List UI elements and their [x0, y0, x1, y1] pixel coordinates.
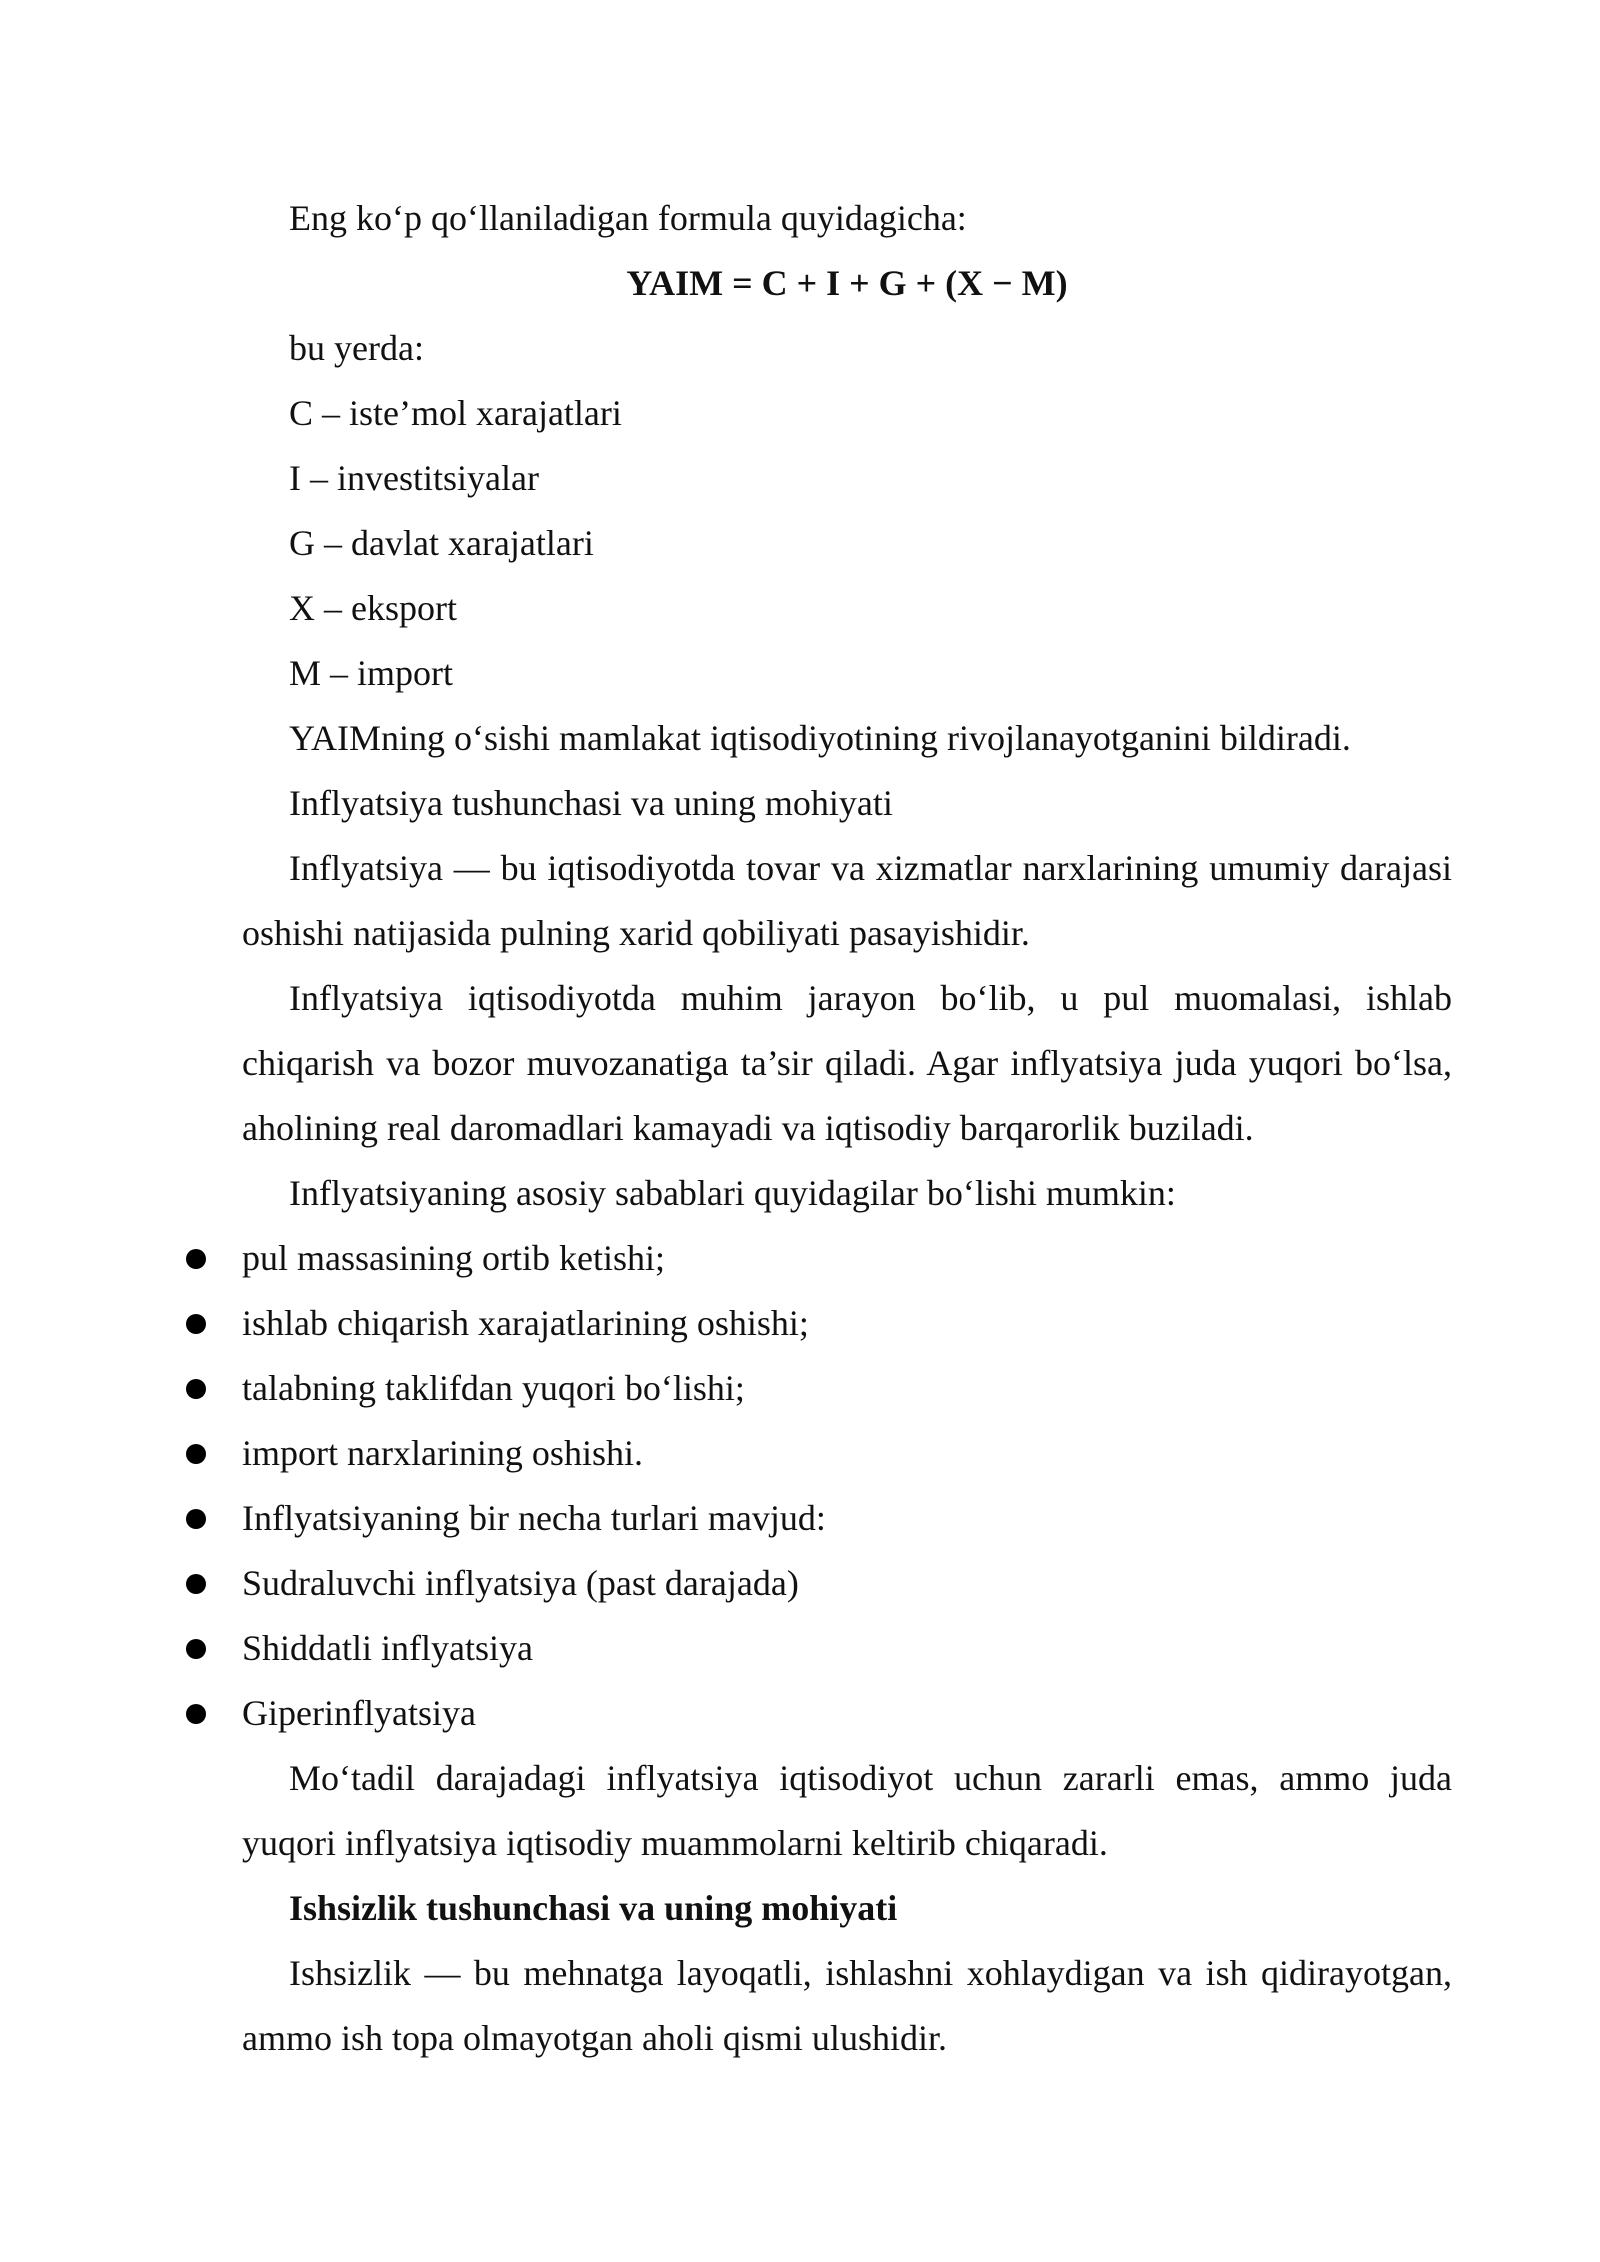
- bullet-icon: [186, 1444, 206, 1464]
- list-item: [242, 1226, 1452, 1291]
- moderate-inflation-text: Moʻtadil darajadagi inflyatsiya iqtisodiyot uchun zararli emas, ammo juda yuqori inflyatsiya iqtisodiy muammolarni keltirib chiqaradi.: [242, 1758, 1452, 1863]
- bullet-icon: [186, 1379, 206, 1399]
- page-content: [242, 186, 1452, 2071]
- unemployment-heading: Ishsizlik tushunchasi va uning mohiyati: [289, 1888, 898, 1928]
- list-item: [242, 1616, 1452, 1681]
- where-label: bu yerda:: [289, 328, 424, 368]
- list-item-text: Sudraluvchi inflyatsiya (past darajada): [242, 1563, 799, 1603]
- yaim-growth-text: YAIMning oʻsishi mamlakat iqtisodiyotining rivojlanayotganini bildiradi.: [289, 718, 1351, 758]
- inflation-heading: Inflyatsiya tushunchasi va uning mohiyati: [289, 783, 893, 823]
- inflation-bullet-list: [242, 1226, 1452, 1746]
- list-item-text: Giperinflyatsiya: [242, 1693, 476, 1733]
- list-item-text: Shiddatli inflyatsiya: [242, 1628, 533, 1668]
- list-item: [242, 1486, 1452, 1551]
- gdp-formula: YAIM = C + I + G + (X − M): [626, 263, 1068, 303]
- bullet-icon: [186, 1639, 206, 1659]
- definition-export: X – eksport: [289, 588, 457, 628]
- list-item: [242, 1356, 1452, 1421]
- bullet-icon: [186, 1249, 206, 1269]
- list-item-text: import narxlarining oshishi.: [242, 1433, 643, 1473]
- list-item-text: pul massasining ortib ketishi;: [242, 1238, 665, 1278]
- list-item: [242, 1681, 1452, 1746]
- formula-intro: Eng koʻp qoʻllaniladigan formula quyidagicha:: [289, 198, 967, 238]
- list-item: [242, 1421, 1452, 1486]
- definition-import: M – import: [289, 653, 454, 693]
- list-item-text: talabning taklifdan yuqori boʻlishi;: [242, 1368, 745, 1408]
- bullet-icon: [186, 1704, 206, 1724]
- definition-investment: I – investitsiyalar: [289, 458, 539, 498]
- definition-government: G – davlat xarajatlari: [289, 523, 594, 563]
- list-item: [242, 1551, 1452, 1616]
- bullet-icon: [186, 1574, 206, 1594]
- bullet-icon: [186, 1509, 206, 1529]
- causes-intro: Inflyatsiyaning asosiy sabablari quyidagilar boʻlishi mumkin:: [289, 1173, 1176, 1213]
- list-item: [242, 1291, 1452, 1356]
- bullet-icon: [186, 1314, 206, 1334]
- list-item-text: Inflyatsiyaning bir necha turlari mavjud:: [242, 1498, 826, 1538]
- list-item-text: ishlab chiqarish xarajatlarining oshishi;: [242, 1303, 809, 1343]
- definition-consumption: C – iste’mol xarajatlari: [289, 393, 622, 433]
- inflation-definition: Inflyatsiya — bu iqtisodiyotda tovar va xizmatlar narxlarining umumiy darajasi oshishi natijasida pulning xarid qobiliyati pasayishidir.: [242, 848, 1452, 953]
- inflation-importance: Inflyatsiya iqtisodiyotda muhim jarayon boʻlib, u pul muomalasi, ishlab chiqarish va bozor muvozanatiga ta’sir qiladi. Agar inflyatsiya juda yuqori boʻlsa, aholining real daromadlari kamayadi va iqtisodiy barqarorlik buziladi.: [242, 978, 1452, 1148]
- unemployment-definition: Ishsizlik — bu mehnatga layoqatli, ishlashni xohlaydigan va ish qidirayotgan, ammo ish topa olmayotgan aholi qismi ulushidir.: [242, 1953, 1452, 2058]
